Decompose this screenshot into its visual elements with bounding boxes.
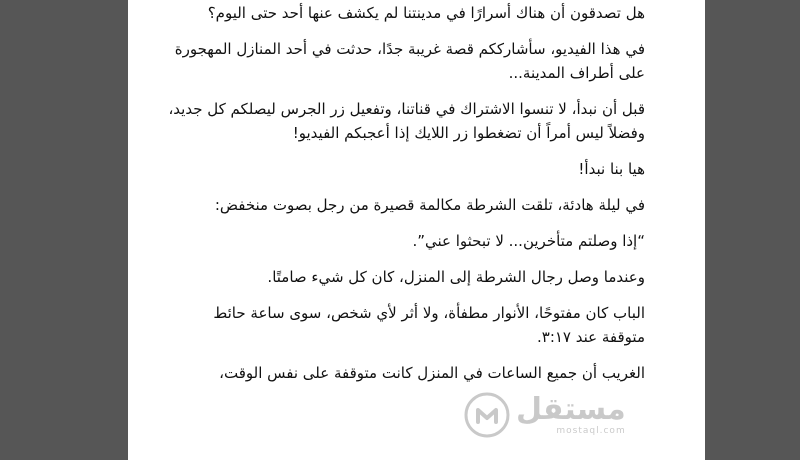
paragraph: الباب كان مفتوحًا، الأنوار مطفأة، ولا أثر لأي شخص، سوى ساعة حائط متوقفة عند ٣:١٧. [213,304,645,346]
document-body [128,0,705,397]
mostaql-logo-icon [464,392,510,438]
paragraph: قبل أن نبدأ، لا تنسوا الاشتراك في قناتنا، وتفعيل زر الجرس ليصلكم كل جديد، وفضلاً ليس أمراً أن تضغطوا زر اللايك إذا أعجبكم الفيديو! [168,100,645,142]
paragraph: في ليلة هادئة، تلقت الشرطة مكالمة قصيرة من رجل بصوت منخفض: [214,196,645,214]
watermark-text [516,394,626,436]
paragraph: وعندما وصل رجال الشرطة إلى المنزل، كان كل شيء صامتًا. [267,268,645,286]
document-page [128,0,705,460]
paragraph: الغريب أن جميع الساعات في المنزل كانت متوقفة على نفس الوقت، [219,364,645,382]
paragraph: هل تصدقون أن هناك أسرارًا في مدينتنا لم يكشف عنها أحد حتى اليوم؟ [207,4,645,22]
paragraph: هيا بنا نبدأ! [578,160,645,178]
watermark-domain: mostaql.com [556,426,626,436]
paragraph: في هذا الفيديو، سأشارككم قصة غريبة جدًا، حدثت في أحد المنازل المهجورة على أطراف المدينة... [174,40,645,82]
watermark-name: مستقل [516,392,626,427]
paragraph: “إذا وصلتم متأخرين... لا تبحثوا عني”. [412,232,645,250]
mostaql-watermark [464,392,626,438]
